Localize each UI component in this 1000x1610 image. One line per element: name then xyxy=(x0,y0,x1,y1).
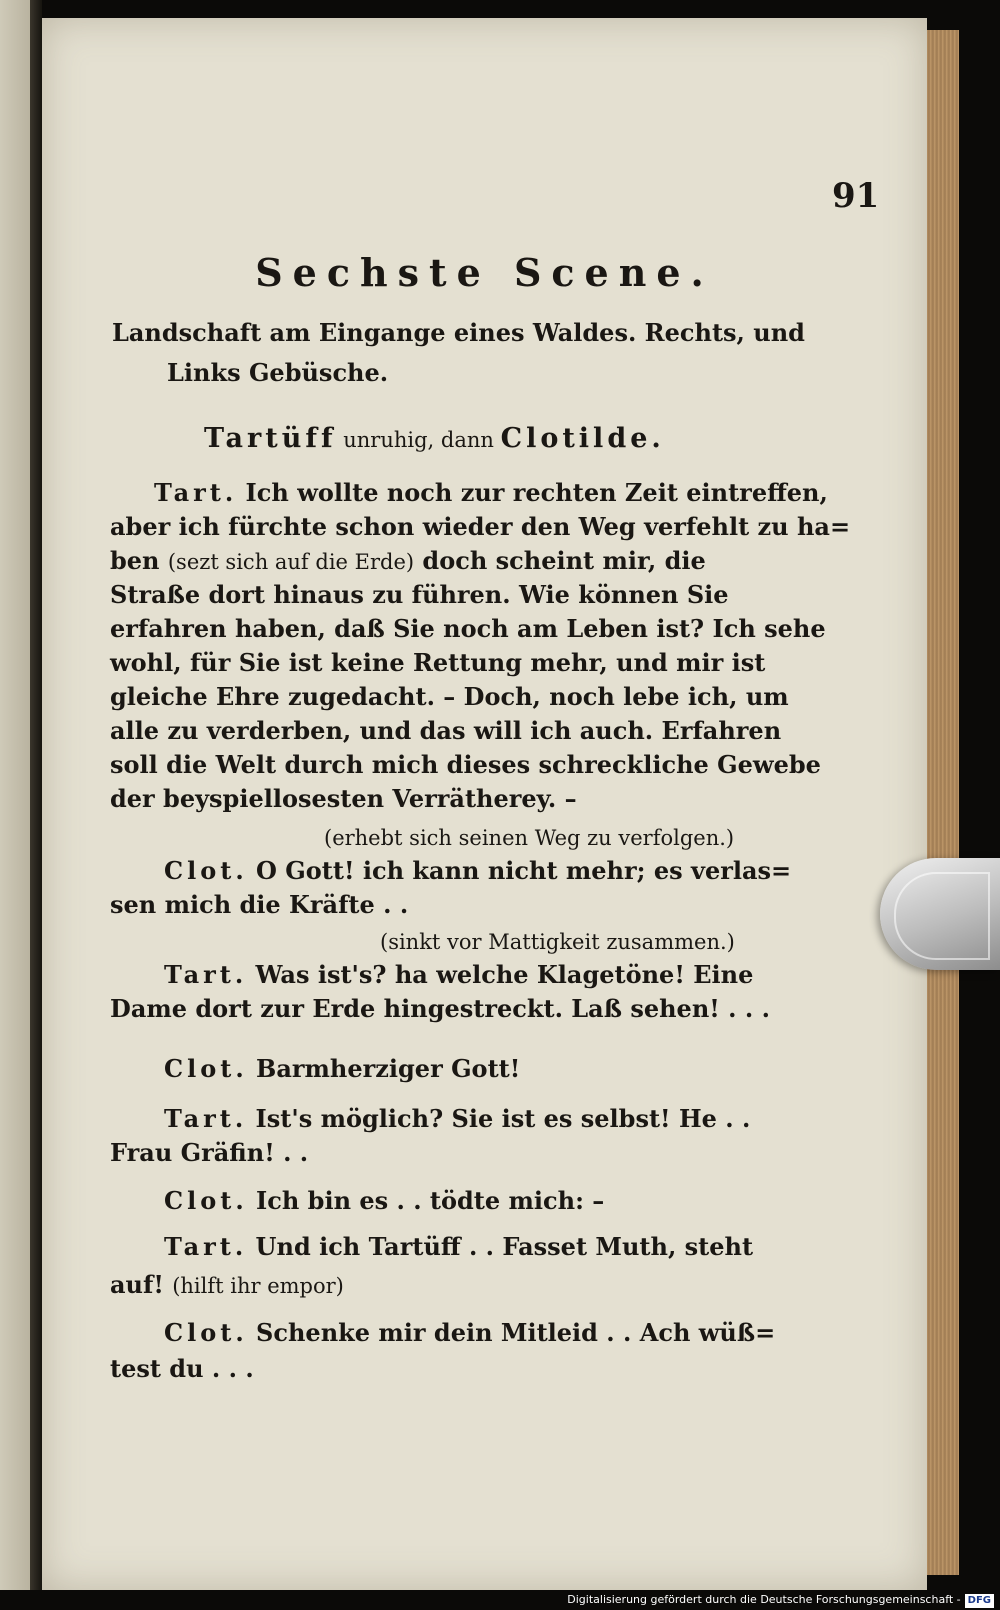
stage-direction: (erhebt sich seinen Weg zu verfolgen.) xyxy=(324,826,735,850)
line-text: Ich bin es . . tödte mich: – xyxy=(247,1186,605,1215)
line-text: alle zu verderben, und das will ich auch. Erfahren xyxy=(110,716,782,745)
text-line xyxy=(164,1104,750,1133)
speaker-name: Tart. xyxy=(154,478,238,507)
page-number: 91 xyxy=(832,176,880,216)
text-line xyxy=(110,614,826,643)
line-text-continued: doch scheint mir, die xyxy=(414,546,706,575)
text-line xyxy=(110,1270,344,1299)
book-spine xyxy=(30,0,42,1590)
speaker-name: Clot. xyxy=(164,856,248,885)
text-line xyxy=(164,1054,520,1083)
line-text: Schenke mir dein Mitleid . . Ach wüß= xyxy=(247,1318,776,1347)
setting-line-2: Links Gebüsche. xyxy=(167,358,389,387)
line-text: Was ist's? ha welche Klagetöne! Eine xyxy=(247,960,754,989)
stage-direction: (hilft ihr empor) xyxy=(172,1274,344,1298)
speaker-name: Clot. xyxy=(164,1054,248,1083)
cast-name-tartuff: Tartüff xyxy=(204,423,337,454)
line-text: test du . . . xyxy=(110,1354,254,1383)
line-text: O Gott! ich kann nicht mehr; es verlas= xyxy=(247,856,792,885)
text-line xyxy=(164,960,753,989)
speaker-name: Tart. xyxy=(164,960,248,989)
text-line xyxy=(110,1354,254,1383)
text-line xyxy=(154,478,828,507)
line-text: soll die Welt durch mich dieses schreckliche Gewebe xyxy=(110,750,821,779)
text-line xyxy=(110,750,821,779)
cast-name-clotilde: Clotilde. xyxy=(500,423,665,454)
stage-direction: (sezt sich auf die Erde) xyxy=(167,550,415,574)
page-clip xyxy=(880,858,1000,970)
stage-direction: (sinkt vor Mattigkeit zusammen.) xyxy=(380,930,735,954)
line-text: sen mich die Kräfte . . xyxy=(110,890,409,919)
footer-credit: Digitalisierung gefördert durch die Deutsche Forschungsgemeinschaft - xyxy=(567,1593,961,1606)
line-text: Ich wollte noch zur rechten Zeit eintreffen, xyxy=(237,478,828,507)
line-text: Barmherziger Gott! xyxy=(247,1054,521,1083)
speaker-name: Tart. xyxy=(164,1232,248,1261)
text-line xyxy=(110,784,577,813)
line-text: erfahren haben, daß Sie noch am Leben ist? Ich sehe xyxy=(110,614,826,643)
page-clip-highlight xyxy=(894,872,990,960)
text-line xyxy=(164,1318,775,1347)
digitization-footer xyxy=(567,1590,994,1610)
line-text: Ist's möglich? Sie ist es selbst! He . . xyxy=(247,1104,751,1133)
previous-page-edge xyxy=(0,0,30,1590)
line-text: aber ich fürchte schon wieder den Weg verfehlt zu ha= xyxy=(110,512,851,541)
text-line xyxy=(110,648,765,677)
page-edges xyxy=(927,30,959,1575)
setting-line-1: Landschaft am Eingange eines Waldes. Rechts, und xyxy=(112,318,805,347)
cast-direction: unruhig, dann xyxy=(336,428,501,452)
speaker-name: Tart. xyxy=(164,1104,248,1133)
line-text: ben xyxy=(110,546,168,575)
text-line xyxy=(164,856,791,885)
text-line xyxy=(110,890,408,919)
scene-title: Sechste Scene. xyxy=(255,250,714,295)
text-line xyxy=(110,580,729,609)
line-text: Dame dort zur Erde hingestreckt. Laß sehen! . . . xyxy=(110,994,770,1023)
line-text: der beyspiellosesten Verrätherey. – xyxy=(110,784,577,813)
speaker-name: Clot. xyxy=(164,1318,248,1347)
text-line xyxy=(110,546,706,575)
text-line xyxy=(324,822,734,851)
text-line xyxy=(164,1232,753,1261)
text-line xyxy=(110,512,850,541)
line-text: Und ich Tartüff . . Fasset Muth, steht xyxy=(247,1232,754,1261)
text-line xyxy=(110,994,770,1023)
book-page xyxy=(42,18,927,1590)
text-line xyxy=(110,716,781,745)
line-text: Frau Gräfin! . . xyxy=(110,1138,309,1167)
line-text: gleiche Ehre zugedacht. – Doch, noch lebe ich, um xyxy=(110,682,789,711)
text-line xyxy=(110,1138,308,1167)
text-line xyxy=(110,682,789,711)
dfg-logo: DFG xyxy=(965,1594,994,1608)
text-line xyxy=(164,1186,604,1215)
cast-line xyxy=(204,423,665,454)
line-text: wohl, für Sie ist keine Rettung mehr, und mir ist xyxy=(110,648,766,677)
speaker-name: Clot. xyxy=(164,1186,248,1215)
line-text: Straße dort hinaus zu führen. Wie können Sie xyxy=(110,580,729,609)
text-line xyxy=(380,926,735,955)
line-text: auf! xyxy=(110,1270,173,1299)
